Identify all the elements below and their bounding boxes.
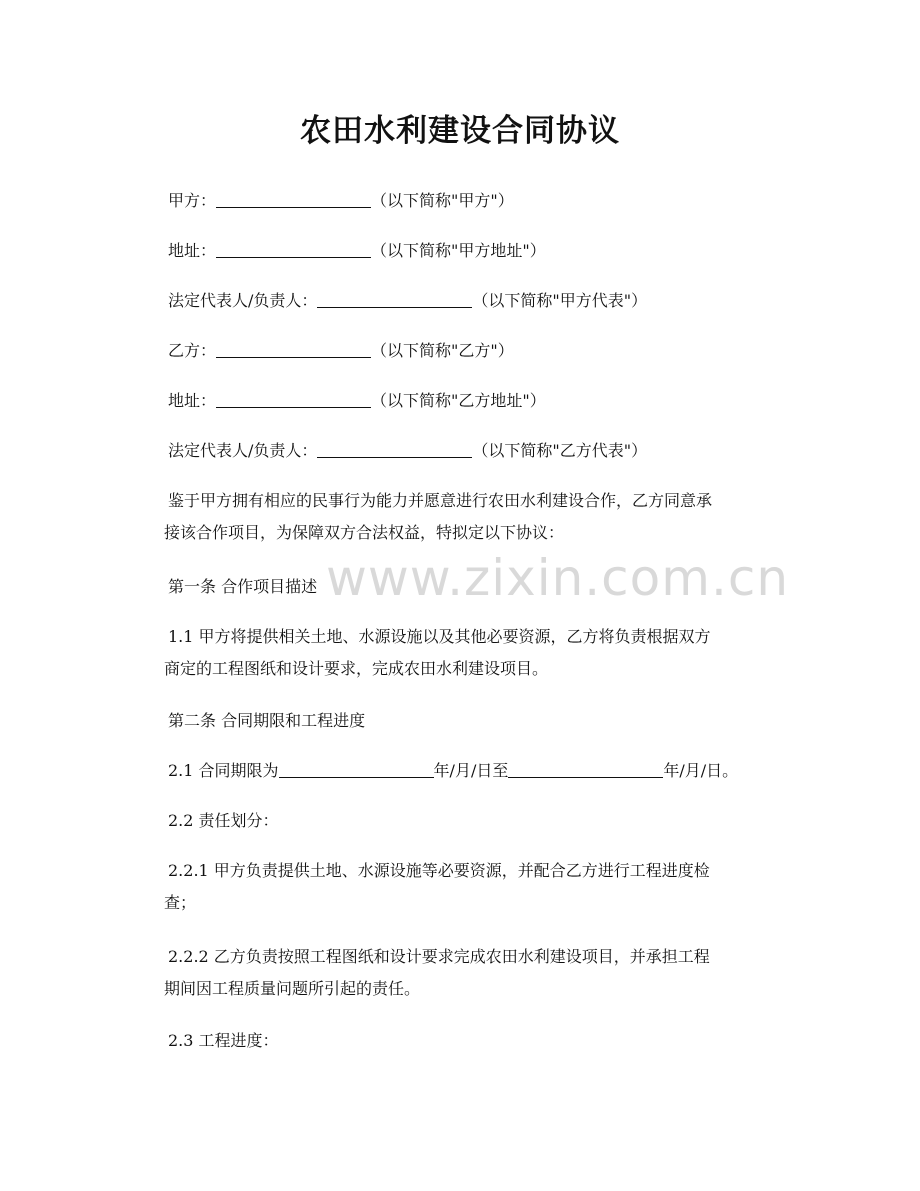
party-a-rep-blank bbox=[317, 290, 472, 308]
party-a-address-line bbox=[168, 239, 546, 263]
watermark: www.zixin.com.cn bbox=[326, 549, 790, 607]
party-a-blank bbox=[216, 190, 371, 208]
party-a-note: （以下简称"甲方"） bbox=[371, 191, 514, 210]
party-b-line bbox=[168, 339, 514, 363]
party-a-address-blank bbox=[216, 240, 371, 258]
clause-2-1-prefix: 2.1 合同期限为 bbox=[168, 761, 279, 780]
party-a-rep-label: 法定代表人/负责人： bbox=[168, 291, 318, 310]
party-b-address-note: （以下简称"乙方地址"） bbox=[371, 391, 546, 410]
clause-2-2-2-line-1: 2.2.2 乙方负责按照工程图纸和设计要求完成农田水利建设项目，并承担工程 bbox=[168, 947, 710, 966]
preamble-line-2: 接该合作项目，为保障双方合法权益，特拟定以下协议： bbox=[164, 523, 565, 542]
article-2-heading: 第二条 合同期限和工程进度 bbox=[168, 711, 366, 730]
article-1-heading: 第一条 合作项目描述 bbox=[168, 577, 318, 596]
party-b-address-blank bbox=[216, 390, 371, 408]
clause-2-2-2 bbox=[164, 941, 768, 1005]
clause-2-2-1-line-1: 2.2.1 甲方负责提供土地、水源设施等必要资源，并配合乙方进行工程进度检 bbox=[168, 861, 710, 880]
party-b-address-label: 地址： bbox=[168, 391, 217, 410]
party-a-address-label: 地址： bbox=[168, 241, 217, 260]
party-a-address-note: （以下简称"甲方地址"） bbox=[371, 241, 546, 260]
party-b-note: （以下简称"乙方"） bbox=[371, 341, 514, 360]
clause-1-1-line-1: 1.1 甲方将提供相关土地、水源设施以及其他必要资源，乙方将负责根据双方 bbox=[168, 627, 711, 646]
preamble-line-1: 鉴于甲方拥有相应的民事行为能力并愿意进行农田水利建设合作，乙方同意承 bbox=[168, 491, 713, 510]
party-b-rep-blank bbox=[317, 440, 472, 458]
party-a-rep-note: （以下简称"甲方代表"） bbox=[472, 291, 648, 310]
party-b-rep-line bbox=[168, 439, 647, 463]
clause-2-2: 2.2 责任划分： bbox=[168, 811, 279, 830]
start-date-blank bbox=[279, 760, 434, 778]
clause-2-2-1-line-2: 查； bbox=[164, 893, 197, 912]
clause-2-1-suffix: 年/月/日。 bbox=[663, 761, 739, 780]
party-a-line bbox=[168, 189, 514, 213]
party-a-rep-line bbox=[168, 289, 647, 313]
clause-1-1-line-2: 商定的工程图纸和设计要求，完成农田水利建设项目。 bbox=[164, 659, 549, 678]
clause-1-1 bbox=[164, 621, 768, 685]
party-b-label: 乙方： bbox=[168, 341, 217, 360]
party-b-address-line bbox=[168, 389, 546, 413]
clause-2-2-2-line-2: 期间因工程质量问题所引起的责任。 bbox=[164, 979, 421, 998]
clause-2-3: 2.3 工程进度： bbox=[168, 1031, 279, 1050]
end-date-blank bbox=[508, 760, 663, 778]
party-a-label: 甲方： bbox=[168, 191, 217, 210]
clause-2-2-1 bbox=[164, 855, 768, 919]
clause-2-1-mid: 年/月/日至 bbox=[433, 761, 509, 780]
party-b-rep-label: 法定代表人/负责人： bbox=[168, 441, 318, 460]
clause-2-1 bbox=[168, 759, 738, 783]
party-b-blank bbox=[216, 340, 371, 358]
preamble-paragraph bbox=[164, 485, 768, 549]
document-title: 农田水利建设合同协议 bbox=[300, 113, 620, 149]
party-b-rep-note: （以下简称"乙方代表"） bbox=[472, 441, 648, 460]
